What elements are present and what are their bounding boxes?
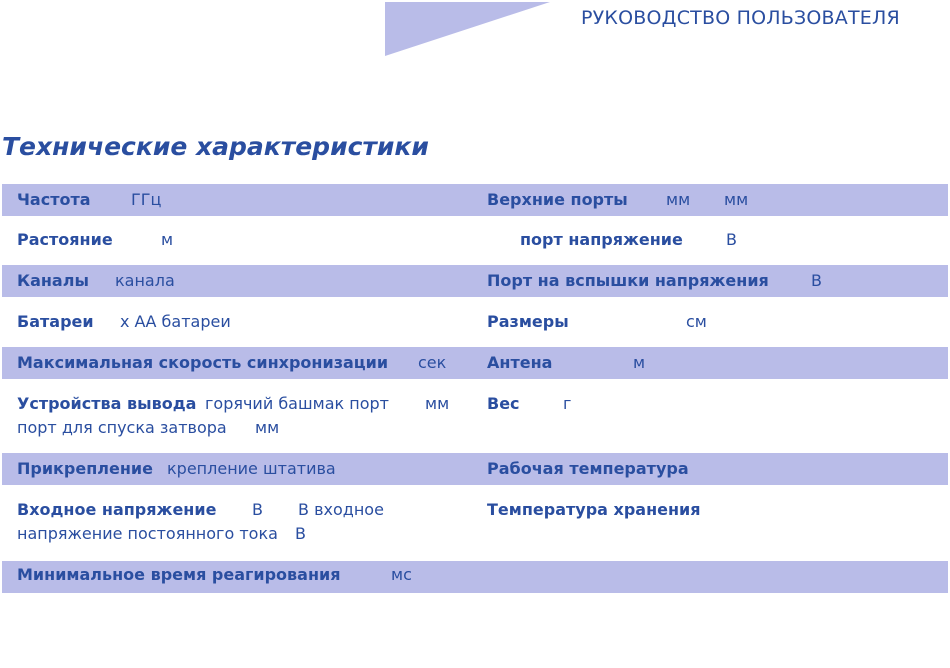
spec-unit: ГГц bbox=[131, 190, 162, 209]
spec-unit: В входное bbox=[298, 500, 384, 519]
spec-label-max-sync-speed: Максимальная скорость синхронизации bbox=[17, 353, 389, 372]
spec-label-output-devices: Устройства вывода bbox=[17, 394, 197, 413]
spec-unit: В bbox=[295, 524, 306, 543]
spec-label-channels: Каналы bbox=[17, 271, 89, 290]
spec-label-frequency: Частота bbox=[17, 190, 91, 209]
spec-text: порт для спуска затвора bbox=[17, 418, 227, 437]
spec-label-min-response-time: Минимальное время реагирования bbox=[17, 565, 341, 584]
spec-label-input-voltage: Входное напряжение bbox=[17, 500, 217, 519]
spec-unit: мс bbox=[391, 565, 412, 584]
spec-label-flash-port-voltage: Порт на вспышки напряжения bbox=[487, 271, 769, 290]
spec-row bbox=[2, 184, 948, 216]
spec-label-mounting: Прикрепление bbox=[17, 459, 153, 478]
spec-label-antenna: Антена bbox=[487, 353, 553, 372]
spec-unit: х АА батареи bbox=[120, 312, 231, 331]
spec-label-dimensions: Размеры bbox=[487, 312, 569, 331]
spec-unit: крепление штатива bbox=[167, 459, 336, 478]
spec-label-port-voltage: порт напряжение bbox=[520, 230, 683, 249]
spec-label-distance: Растояние bbox=[17, 230, 113, 249]
spec-unit: м bbox=[161, 230, 174, 249]
spec-unit: г bbox=[563, 394, 572, 413]
spec-row bbox=[2, 306, 948, 338]
spec-text: горячий башмак порт bbox=[205, 394, 389, 413]
spec-unit: мм bbox=[255, 418, 280, 437]
header-accent-shape bbox=[385, 2, 550, 56]
spec-unit: В bbox=[252, 500, 263, 519]
spec-unit: сек bbox=[418, 353, 447, 372]
spec-row bbox=[2, 494, 948, 552]
spec-row bbox=[2, 347, 948, 379]
spec-label-batteries: Батареи bbox=[17, 312, 94, 331]
spec-unit: мм bbox=[425, 394, 450, 413]
spec-row bbox=[2, 561, 948, 593]
spec-row bbox=[2, 388, 948, 446]
spec-unit: канала bbox=[115, 271, 175, 290]
manual-header-title: РУКОВОДСТВО ПОЛЬЗОВАТЕЛЯ bbox=[581, 7, 900, 29]
spec-label-top-ports: Верхние порты bbox=[487, 190, 628, 209]
spec-unit: мм bbox=[724, 190, 749, 209]
spec-text: напряжение постоянного тока bbox=[17, 524, 278, 543]
spec-label-weight: Вес bbox=[487, 394, 520, 413]
spec-row bbox=[2, 265, 948, 297]
spec-unit: В bbox=[726, 230, 737, 249]
spec-label-operating-temp: Рабочая температура bbox=[487, 459, 689, 478]
section-title: Технические характеристики bbox=[2, 132, 429, 161]
spec-unit: см bbox=[686, 312, 707, 331]
spec-row bbox=[2, 225, 948, 257]
spec-unit: мм bbox=[666, 190, 691, 209]
spec-label-storage-temp: Температура хранения bbox=[487, 500, 701, 519]
spec-row bbox=[2, 453, 948, 485]
spec-unit: м bbox=[633, 353, 646, 372]
spec-unit: В bbox=[811, 271, 822, 290]
